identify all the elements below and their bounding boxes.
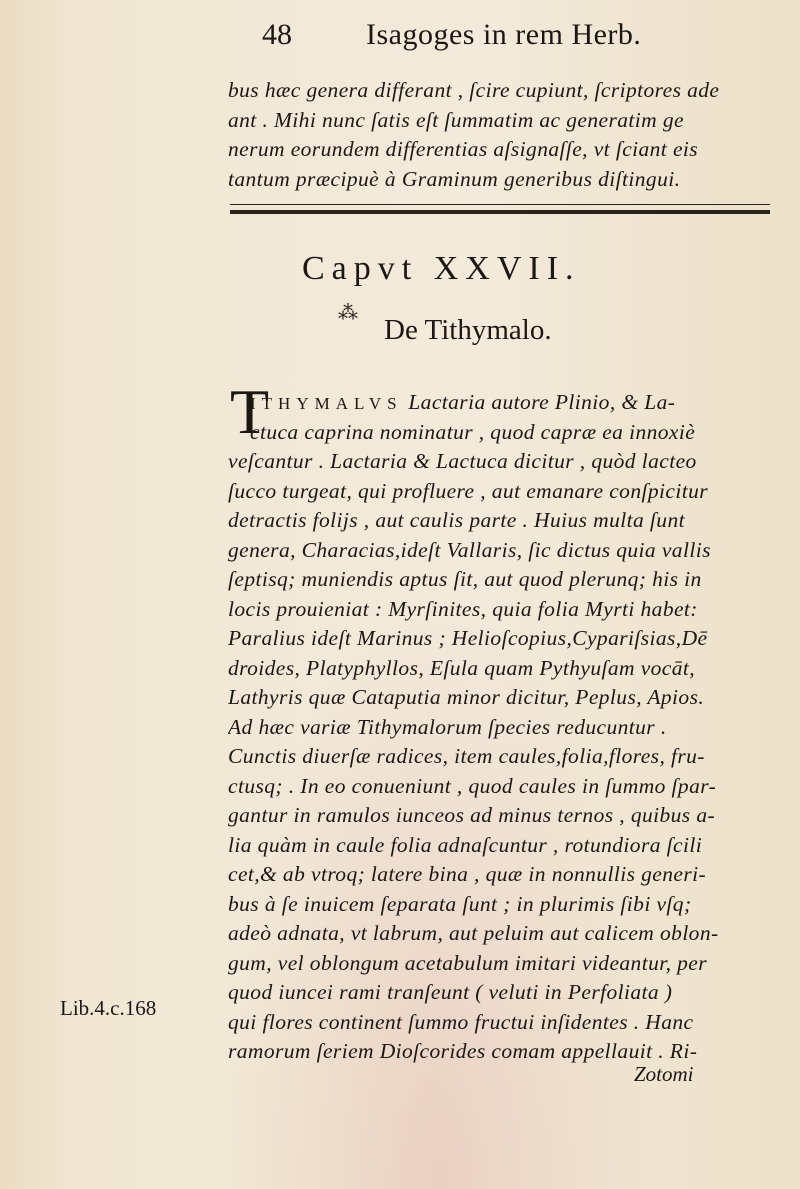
fleuron-ornament-icon: ⁂ — [338, 302, 358, 324]
page-number: 48 — [262, 18, 292, 51]
text-line: Ad hæc variæ Tithymalorum ſpecies reducuntur . — [228, 714, 667, 739]
text-line — [228, 388, 776, 418]
divider-rule-thick — [230, 210, 770, 214]
body-text — [228, 388, 776, 1067]
text-line: Lathyris quæ Cataputia minor dicitur, Peplus, Apios. — [228, 685, 705, 709]
page-header — [262, 18, 682, 64]
text-line: lia quàm in caule folia adnaſcuntur , rotundiora ſcili — [228, 832, 703, 857]
text-line: nerum eorundem differentias aſsignaſſe, vt ſciant eis — [228, 137, 699, 161]
chapter-subtitle: De Tithymalo. — [384, 314, 552, 346]
text-line-rest: Lactaria autore Plinio, & La- — [408, 390, 676, 414]
text-line: ramorum ſeriem Dioſcorides comam appellauit . Ri- — [228, 1039, 698, 1063]
text-line: ctuca caprina nominatur , quod capræ ea innoxiè — [250, 419, 696, 444]
text-line: bus à ſe inuicem ſeparata ſunt ; in plurimis ſibi vſq; — [228, 891, 692, 916]
text-line: gum, vel oblongum acetabulum imitari videantur, per — [228, 950, 708, 975]
margin-note: Lib.4.c.168 — [60, 996, 157, 1020]
drop-cap: T — [230, 376, 270, 447]
text-line: bus hæc genera differant , ſcire cupiunt, ſcriptores ade — [228, 78, 720, 102]
top-paragraph — [228, 76, 776, 194]
text-line: ant . Mihi nunc ſatis eſt ſummatim ac generatim ge — [228, 107, 684, 132]
text-line: quod iuncei rami tranſeunt ( veluti in Perfoliata ) — [228, 980, 673, 1004]
text-line: cet,& ab vtroq; latere bina , quæ in nonnullis generi- — [228, 862, 707, 886]
text-line: qui flores continent ſummo fructui inſidentes . Hanc — [228, 1009, 694, 1034]
text-line: detractis folijs , aut caulis parte . Huius multa ſunt — [228, 508, 685, 532]
catchword: Zotomi — [634, 1062, 694, 1086]
text-line: gantur in ramulos iunceos ad minus ternos , quibus a- — [228, 803, 716, 827]
text-line: genera, Characias,ideſt Vallaris, ſic dictus quia vallis — [228, 537, 711, 562]
text-line: ctusq; . In eo conueniunt , quod caules in ſummo ſpar- — [228, 773, 717, 798]
text-line: veſcantur . Lactaria & Lactuca dicitur , quòd lacteo — [228, 449, 697, 473]
running-head: Isagoges in rem Herb. — [366, 18, 642, 51]
text-line: tantum præcipuè à Graminum generibus diſtingui. — [228, 166, 681, 191]
text-line: Cunctis diuerſæ radices, item caules,folia,flores, fru- — [228, 744, 705, 768]
first-word-caps: ITHYMALVS — [250, 394, 403, 413]
text-line: ſucco turgeat, qui profluere , aut emanare conſpicitur — [228, 478, 708, 503]
divider-rule — [230, 204, 770, 205]
text-line: droides, Platyphyllos, Eſula quam Pythyuſam vocāt, — [228, 655, 696, 680]
text-line: adeò adnata, vt labrum, aut peluim aut calicem oblon- — [228, 921, 719, 945]
text-line: locis prouieniat : Myrſinites, quia folia Myrti habet: — [228, 596, 698, 621]
text-line: Paralius ideſt Marinus ; Helioſcopius,Cypariſsias,Dē — [228, 626, 708, 650]
chapter-heading: Capvt XXVII. — [302, 250, 581, 287]
text-line: ſeptisq; muniendis aptus ſit, aut quod plerunq; his in — [228, 567, 702, 591]
